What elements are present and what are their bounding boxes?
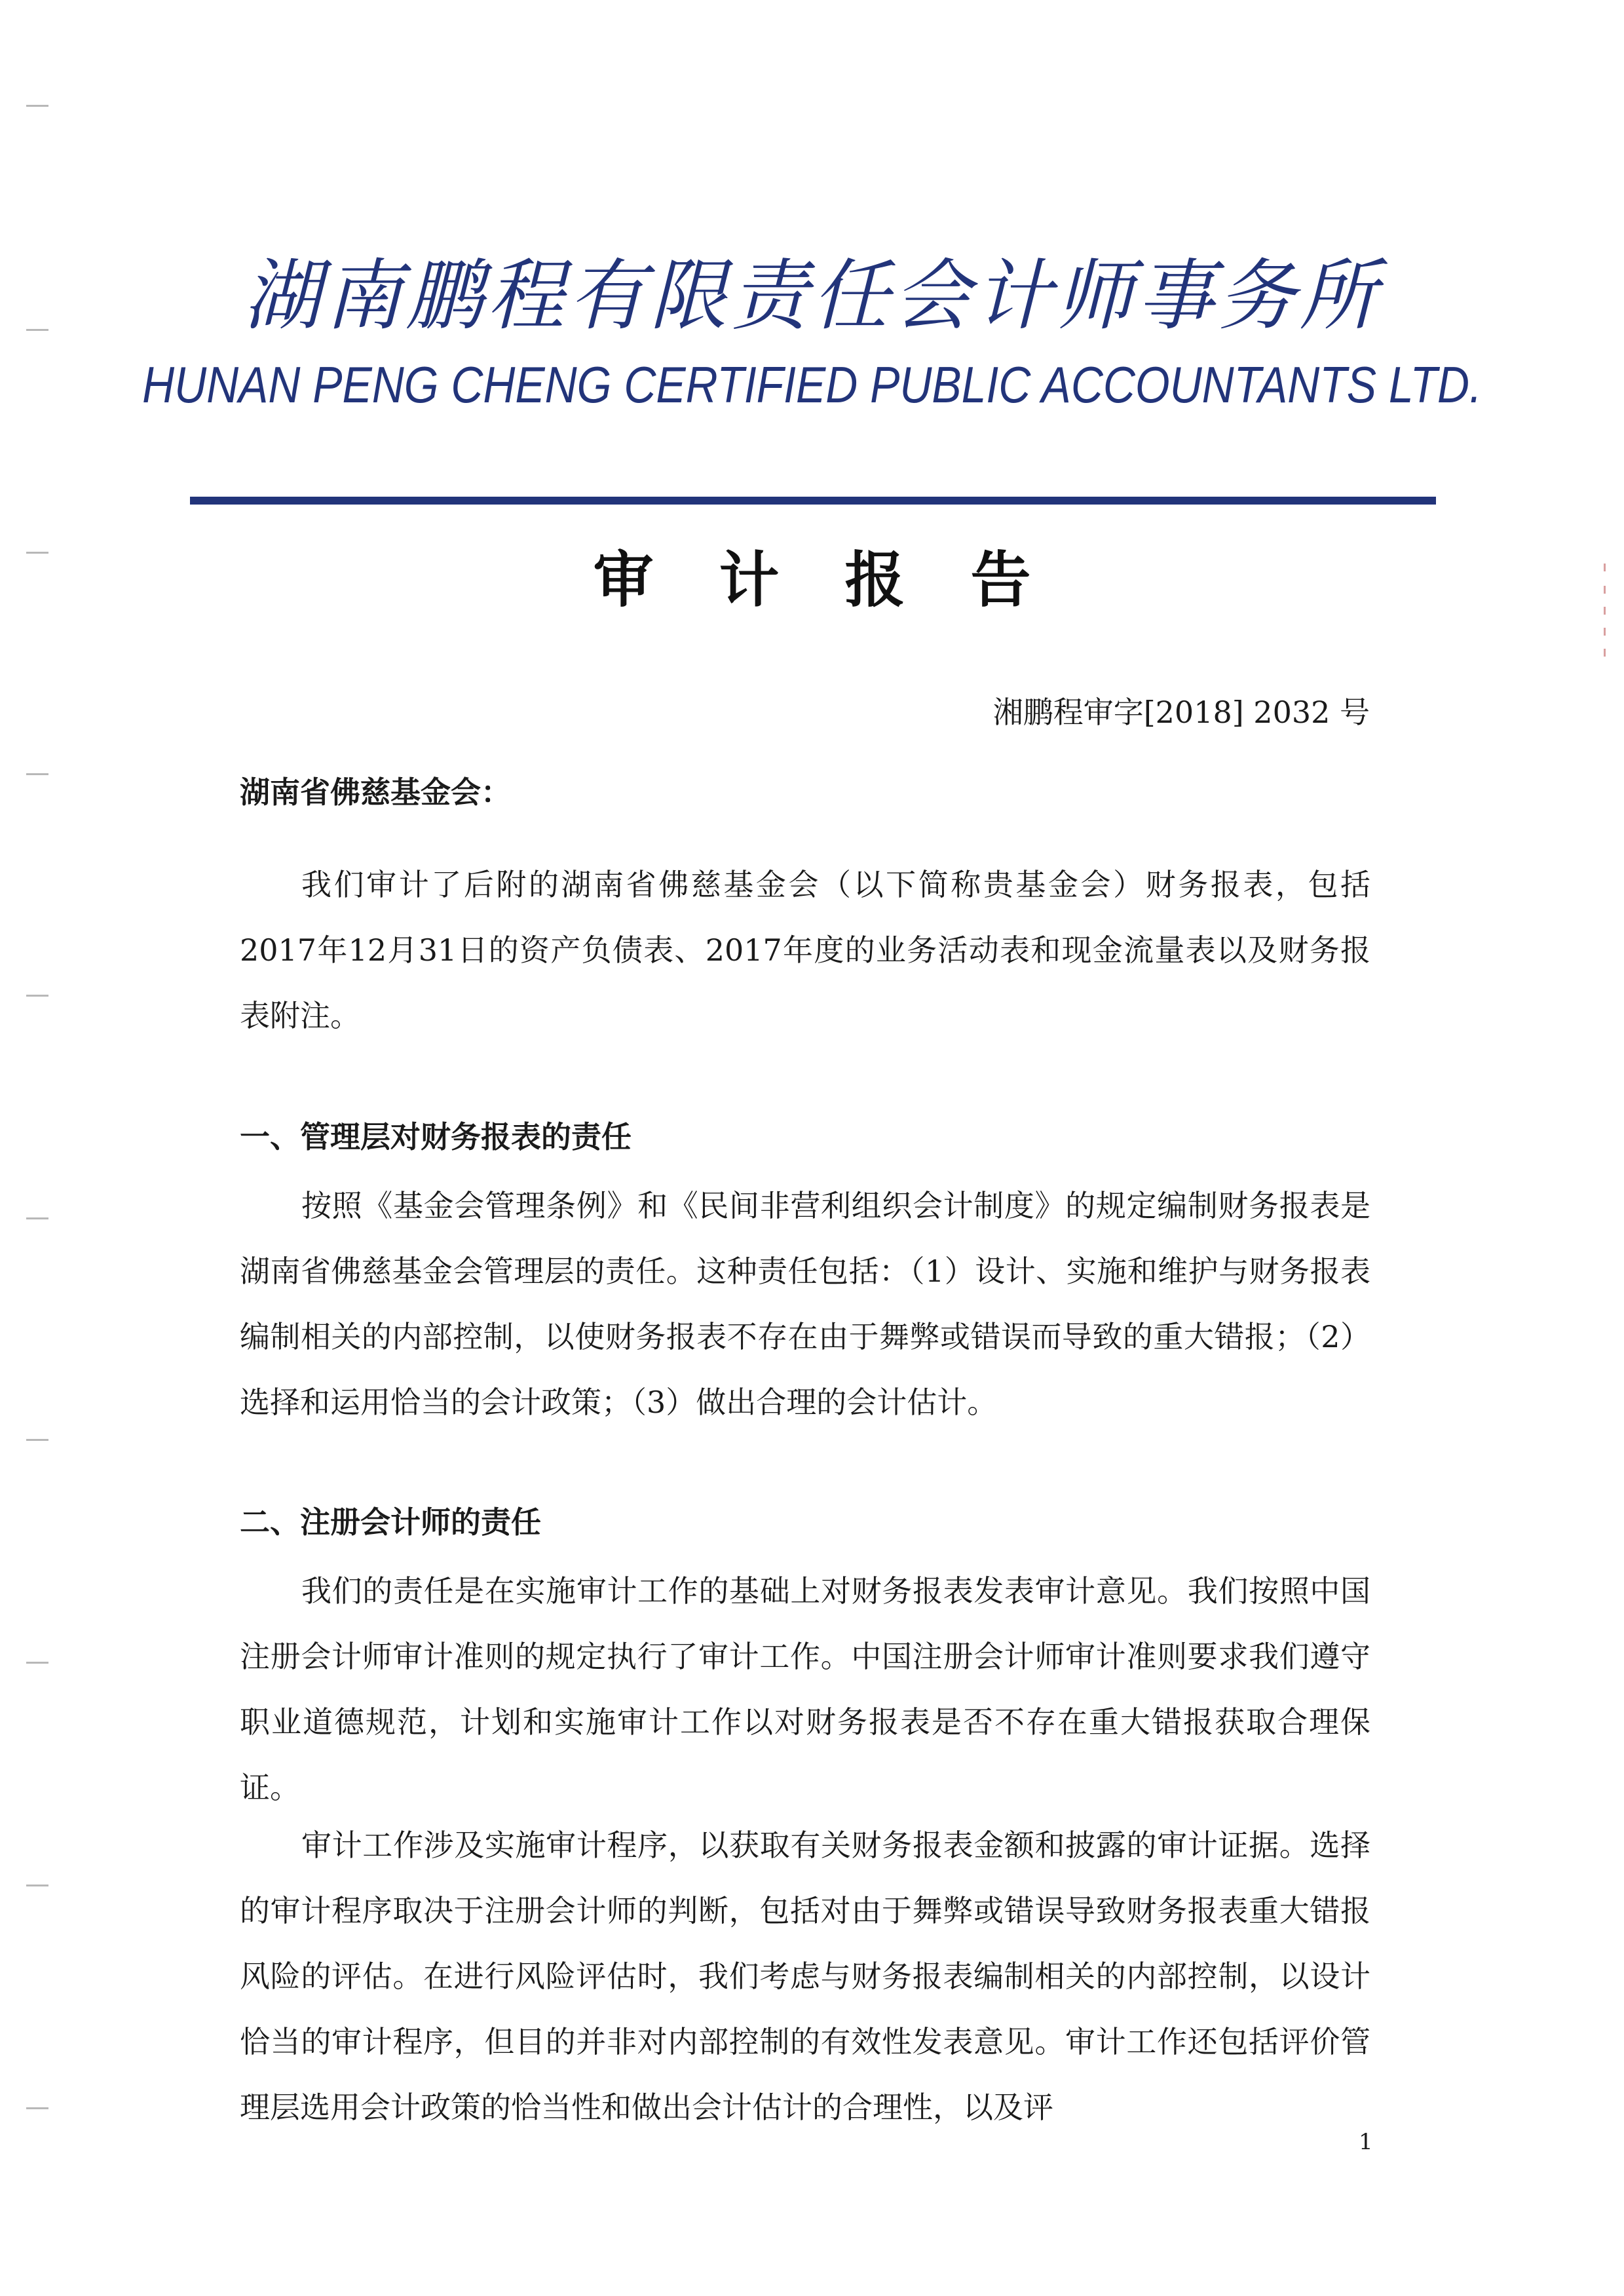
margin-mark (26, 773, 48, 775)
margin-mark (26, 2107, 48, 2109)
section-paragraph-auditor-1: 我们的责任是在实施审计工作的基础上对财务报表发表审计意见。我们按照中国注册会计师审计准则的规定执行了审计工作。中国注册会计师审计准则要求我们遵守职业道德规范，计划和实施审计工作以对财务报表是否不存在重大错报获取合理保证。 (240, 1573, 1370, 1805)
firm-name-english: HUNAN PENG CHENG CERTIFIED PUBLIC ACCOUNTANTS LTD. (142, 356, 1482, 413)
page-number: 1 (1359, 2129, 1373, 2155)
document-title: 审计报告 (593, 545, 1097, 615)
section-paragraph-management: 按照《基金会管理条例》和《民间非营利组织会计制度》的规定编制财务报表是湖南省佛慈基金会管理层的责任。这种责任包括：（1）设计、实施和维护与财务报表编制相关的内部控制，以使财务报表不存在由于舞弊或错误而导致的重大错报；（2）选择和运用恰当的会计政策；（3）做出合理的会计估计。 (240, 1188, 1370, 1420)
margin-mark (26, 995, 48, 997)
section-heading-auditor: 二、注册会计师的责任 (240, 1504, 541, 1540)
reference-number: 湘鹏程审字[2018] 2032 号 (992, 695, 1370, 730)
margin-mark (26, 1439, 48, 1441)
section-heading-management: 一、管理层对财务报表的责任 (240, 1119, 632, 1155)
margin-mark (26, 1217, 48, 1219)
margin-mark (26, 105, 48, 107)
section-paragraph-auditor-2: 审计工作涉及实施审计程序，以获取有关财务报表金额和披露的审计证据。选择的审计程序取决于注册会计师的判断，包括对由于舞弊或错误导致财务报表重大错报风险的评估。在进行风险评估时，我们考虑与财务报表编制相关的内部控制，以设计恰当的审计程序，但目的并非对内部控制的有效性发表意见。审计工作还包括评价管理层选用会计政策的恰当性和做出会计估计的合理性，以及评 (240, 1827, 1370, 2125)
letterhead-divider (190, 497, 1436, 505)
intro-paragraph: 我们审计了后附的湖南省佛慈基金会（以下简称贵基金会）财务报表，包括2017年12月31日的资产负债表、2017年度的业务活动表和现金流量表以及财务报表附注。 (240, 867, 1370, 1033)
addressee: 湖南省佛慈基金会： (240, 775, 511, 810)
margin-mark (26, 1885, 48, 1886)
margin-mark (26, 1662, 48, 1664)
firm-name-chinese: 湖南鹏程有限责任会计师事务所 (243, 250, 1381, 341)
